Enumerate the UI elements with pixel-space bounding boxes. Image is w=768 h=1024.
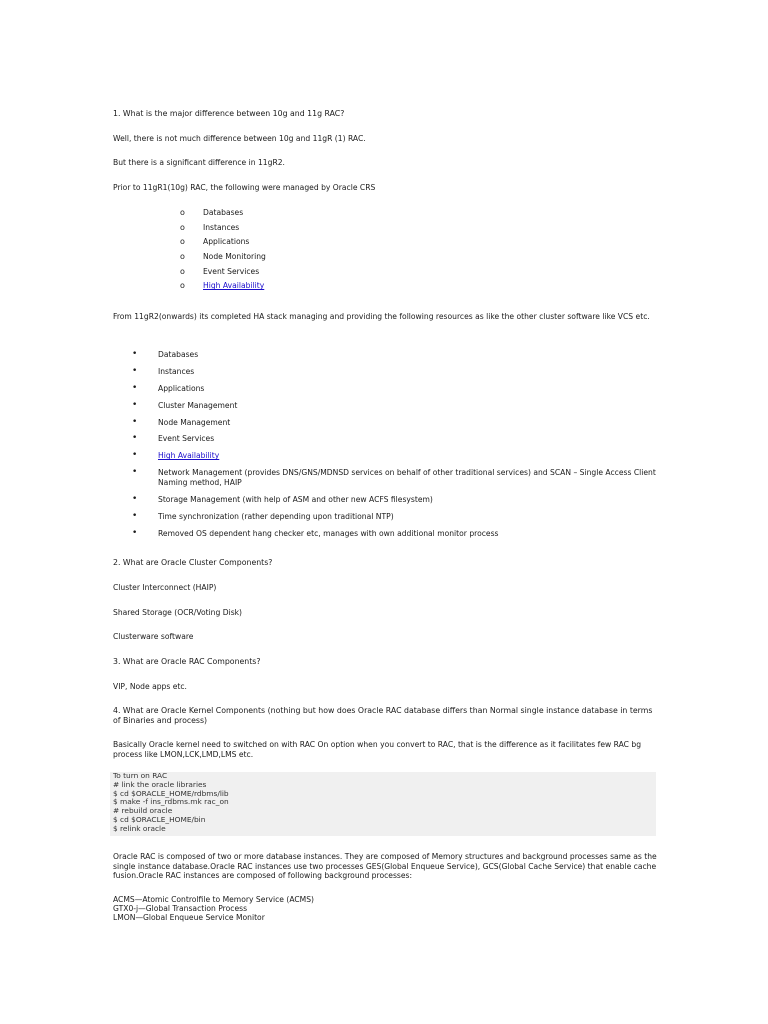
code-line: $ cd $ORACLE_HOME/bin: [113, 814, 206, 824]
list-item: [130, 451, 660, 461]
list-item: GTX0-j—Global Transaction Process: [113, 904, 248, 913]
question-1-title: 1. What is the major difference between 10g and 11g RAC?: [113, 109, 345, 118]
paragraph: Well, there is not much difference between 10g and 11gR (1) RAC.: [113, 134, 366, 143]
list-item: • Time synchronization (rather depending upon traditional NTP): [132, 511, 394, 522]
background-process-list: [113, 895, 314, 922]
list-item: ACMS—Atomic Controlfile to Memory Service (ACMS): [113, 895, 315, 904]
list-item: • Instances: [132, 365, 195, 376]
question-3-title: 3. What are Oracle RAC Components?: [113, 657, 261, 666]
code-block: [110, 772, 656, 836]
managed-by-crs-list: [180, 208, 266, 296]
paragraph: Prior to 11gR1(10g) RAC, the following were managed by Oracle CRS: [113, 183, 376, 192]
code-line: $ relink oracle: [113, 823, 166, 833]
code-line: To turn on RAC: [113, 771, 168, 780]
bullet-icon: •: [132, 450, 138, 461]
bullet-icon: •: [132, 433, 138, 444]
paragraph: Cluster Interconnect (HAIP): [113, 583, 217, 592]
list-item: o Applications: [180, 237, 250, 247]
paragraph: Basically Oracle kernel need to switched on with RAC On option when you convert to RAC, that is the difference as it facilitates few RAC bg process like LMON,LCK,LMD,LMS etc.: [113, 740, 642, 759]
bullet-icon: •: [132, 382, 138, 393]
list-item: • Network Management (provides DNS/GNS/MDNSD services on behalf of other traditional services) and SCAN – Single Access Client Naming method, HAIP: [132, 467, 656, 488]
list-item: • Applications: [132, 382, 205, 393]
bullet-icon: •: [132, 416, 138, 427]
code-line: # link the oracle libraries: [113, 779, 207, 789]
list-item: • Removed OS dependent hang checker etc, manages with own additional monitor process: [132, 527, 499, 538]
paragraph: Shared Storage (OCR/Voting Disk): [113, 608, 243, 617]
paragraph: But there is a significant difference in 11gR2.: [113, 158, 285, 167]
code-line: # rebuild oracle: [113, 806, 173, 816]
paragraph: Oracle RAC is composed of two or more database instances. They are composed of Memory structures and background processes same as the single instance database.Oracle RAC instances use two processes GES(Global Enqueue Service), GCS(Global Cache Service) that enable cache fusion.Oracle RAC instances are composed of following background processes:: [113, 852, 657, 880]
high-availability-link[interactable]: High Availability: [158, 451, 220, 461]
paragraph: Clusterware software: [113, 632, 194, 641]
bullet-icon: •: [132, 511, 138, 522]
list-item: [180, 281, 266, 296]
list-item: o Event Services: [180, 266, 260, 276]
list-item: o Instances: [180, 222, 240, 232]
bullet-icon: •: [132, 527, 138, 538]
code-line: $ cd $ORACLE_HOME/rdbms/lib: [113, 788, 229, 798]
question-2-title: 2. What are Oracle Cluster Components?: [113, 558, 273, 567]
circle-bullet-icon: o: [180, 237, 185, 247]
circle-bullet-icon: o: [180, 208, 185, 217]
list-item: • Event Services: [132, 433, 215, 444]
list-item: • Storage Management (with help of ASM and other new ACFS filesystem): [132, 494, 433, 505]
question-4-title: 4. What are Oracle Kernel Components (nothing but how does Oracle RAC database differs than Normal single instance database in terms of Binaries and process): [113, 706, 653, 725]
list-item: o Databases: [180, 208, 244, 217]
bullet-icon: •: [132, 399, 138, 410]
code-line: $ make -f ins_rdbms.mk rac_on: [113, 797, 229, 807]
list-item: • Node Management: [132, 416, 231, 427]
bullet-icon: •: [132, 467, 138, 478]
high-availability-link[interactable]: High Availability: [203, 281, 265, 291]
circle-bullet-icon: o: [180, 222, 185, 232]
bullet-icon: •: [132, 365, 138, 376]
11gr2-resources-list: [130, 350, 660, 546]
list-item: o Node Monitoring: [180, 252, 266, 262]
circle-bullet-icon: o: [180, 266, 185, 276]
circle-bullet-icon: o: [180, 281, 185, 291]
list-item: • Databases: [132, 349, 199, 359]
bullet-icon: •: [132, 494, 138, 505]
bullet-icon: •: [132, 349, 138, 359]
list-item: • Cluster Management: [132, 399, 238, 410]
list-item: LMON—Global Enqueue Service Monitor: [113, 913, 265, 922]
paragraph: VIP, Node apps etc.: [113, 682, 187, 691]
paragraph: From 11gR2(onwards) its completed HA stack managing and providing the following resources as like the other cluster software like VCS etc.: [113, 312, 650, 321]
circle-bullet-icon: o: [180, 252, 185, 262]
